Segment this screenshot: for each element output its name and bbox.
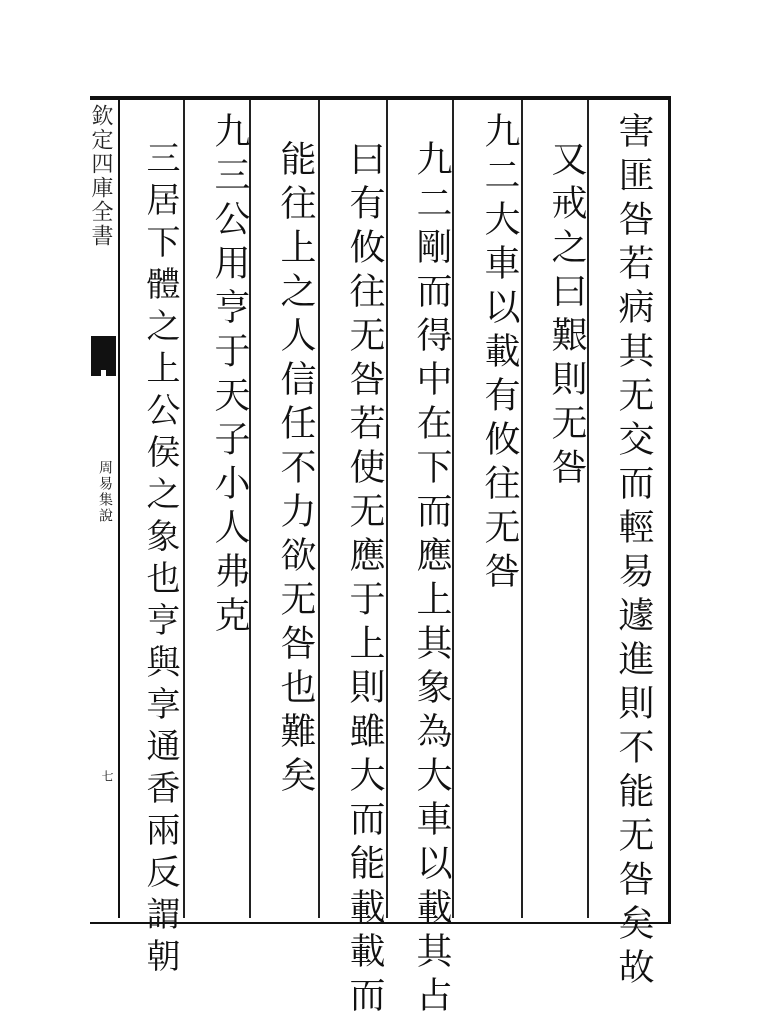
margin-book-title: 周易集說 (97, 460, 113, 524)
text-column-7: 九三公用亨于天子小人弗克 (209, 112, 250, 640)
text-column-1: 害匪咎若病其无交而輕易遽進則不能无咎矣故 (613, 112, 654, 992)
margin-header-text: 欽定四庫全書 (88, 104, 113, 248)
text-column-8: 三居下體之上公侯之象也亨與享通香兩反謂朝 (140, 140, 180, 980)
text-column-6: 能往上之人信任不力欲无咎也難矣 (275, 140, 316, 800)
fish-tail-mark (91, 336, 116, 370)
text-column-3: 九二大車以載有攸往无咎 (479, 112, 520, 596)
margin-page-number: 七 (100, 770, 114, 782)
text-column-4: 九二剛而得中在下而應上其象為大車以載其占 (411, 140, 452, 1020)
text-column-2: 又戒之曰艱則无咎 (546, 140, 587, 492)
text-column-5: 曰有攸往无咎若使无應于上則雖大而能載載而 (344, 140, 385, 1020)
